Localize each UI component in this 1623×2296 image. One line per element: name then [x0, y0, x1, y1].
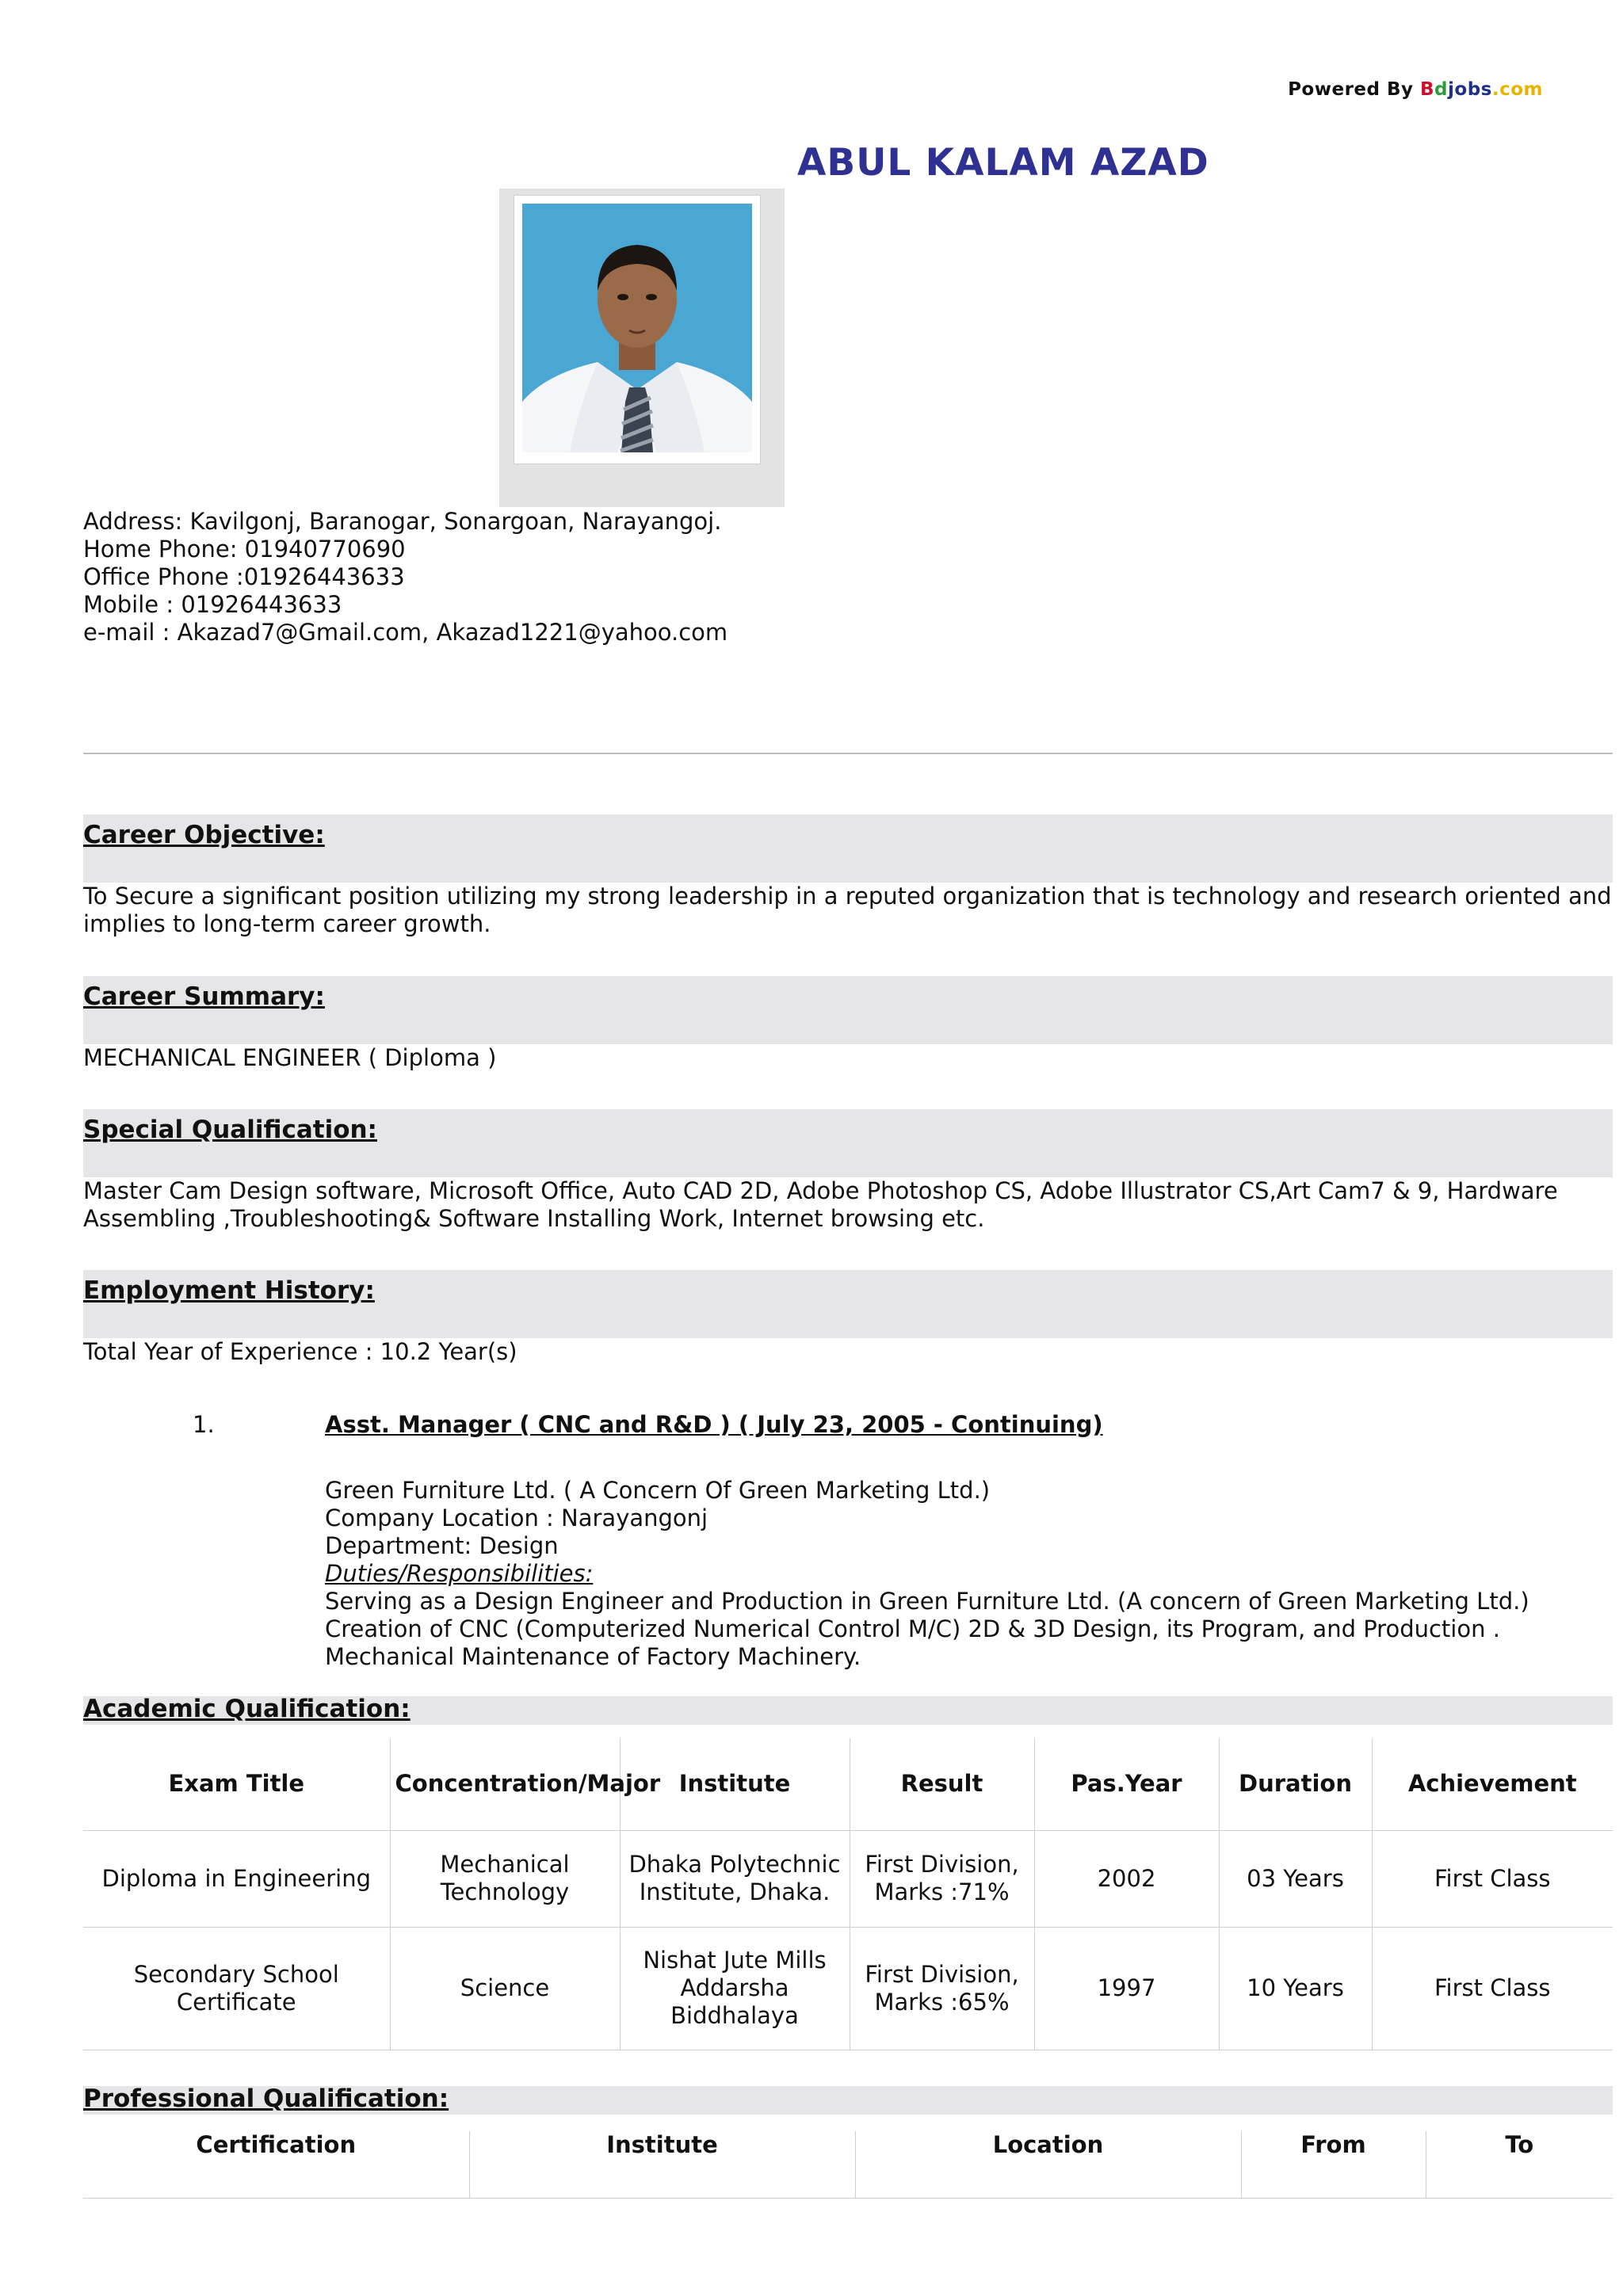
duty-item: Mechanical Maintenance of Factory Machinery.	[325, 1643, 861, 1670]
job-number: 1.	[193, 1411, 215, 1438]
column-header: Exam Title	[83, 1738, 390, 1830]
header-divider	[83, 753, 1613, 754]
table-cell: Mechanical Technology	[390, 1830, 620, 1927]
column-header: Achievement	[1372, 1738, 1613, 1830]
bdjobs-logo-jobs: jobs	[1448, 79, 1492, 100]
professional-table	[83, 2131, 1613, 2199]
powered-by-bdjobs[interactable]	[1288, 79, 1543, 100]
column-header: Institute	[620, 1738, 850, 1830]
academic-qualification-heading	[83, 1696, 1613, 1725]
table-cell: 1997	[1034, 1927, 1219, 2050]
professional-qualification-heading	[83, 2086, 1613, 2115]
email-line: e-mail : Akazad7@Gmail.com, Akazad1221@yahoo.com	[83, 619, 728, 646]
job-department: Department: Design	[325, 1532, 559, 1559]
table-row	[83, 1927, 1613, 2050]
career-summary-text: MECHANICAL ENGINEER ( Diploma )	[83, 1044, 497, 1071]
career-summary-heading	[83, 976, 1613, 1044]
home-phone-line: Home Phone: 01940770690	[83, 536, 406, 563]
candidate-photo	[514, 195, 761, 464]
section-title: Career Summary:	[83, 982, 325, 1011]
bdjobs-logo-b: B	[1420, 79, 1435, 100]
office-phone-line: Office Phone :01926443633	[83, 563, 405, 590]
job-title: Asst. Manager ( CNC and R&D ) ( July 23, 2005 - Continuing)	[325, 1411, 1103, 1438]
column-header: To	[1426, 2131, 1613, 2198]
column-header: Certification	[83, 2131, 469, 2198]
address-line: Address: Kavilgonj, Baranogar, Sonargoan, Narayangoj.	[83, 508, 722, 535]
bdjobs-logo-com: .com	[1491, 79, 1543, 100]
table-header-row	[83, 1738, 1613, 1830]
career-objective-heading	[83, 814, 1613, 883]
table-cell: First Division, Marks :71%	[850, 1830, 1034, 1927]
table-cell: First Division, Marks :65%	[850, 1927, 1034, 2050]
portrait-image	[522, 204, 752, 452]
column-header: Institute	[469, 2131, 855, 2198]
table-cell: Dhaka Polytechnic Institute, Dhaka.	[620, 1830, 850, 1927]
special-qualification-text: Master Cam Design software, Microsoft Office, Auto CAD 2D, Adobe Photoshop CS, Adobe Illustrator CS,Art Cam7 & 9, Hardware Assembling ,Troubleshooting& Software Installing Work, Internet browsing etc.	[83, 1177, 1558, 1232]
table-header-row	[83, 2131, 1613, 2198]
table-cell: Secondary School Certificate	[83, 1927, 390, 2050]
column-header: Duration	[1219, 1738, 1372, 1830]
section-title: Academic Qualification:	[83, 1695, 411, 1723]
total-experience: Total Year of Experience : 10.2 Year(s)	[83, 1338, 517, 1365]
column-header: From	[1241, 2131, 1426, 2198]
job-company: Green Furniture Ltd. ( A Concern Of Green Marketing Ltd.)	[325, 1477, 991, 1504]
table-cell: 2002	[1034, 1830, 1219, 1927]
table-row	[83, 1830, 1613, 1927]
column-header: Concentration/Major	[390, 1738, 620, 1830]
table-cell: Nishat Jute Mills Addarsha Biddhalaya	[620, 1927, 850, 2050]
employment-history-heading	[83, 1270, 1613, 1338]
section-title: Professional Qualification:	[83, 2084, 449, 2113]
column-header: Location	[855, 2131, 1241, 2198]
job-location: Company Location : Narayangonj	[325, 1505, 708, 1531]
column-header: Result	[850, 1738, 1034, 1830]
academic-table	[83, 1738, 1613, 2050]
table-cell: 03 Years	[1219, 1830, 1372, 1927]
candidate-name: ABUL KALAM AZAD	[797, 141, 1209, 185]
section-title: Career Objective:	[83, 821, 325, 849]
job-details	[325, 1477, 1529, 1671]
photo-frame	[499, 189, 785, 507]
section-title: Employment History:	[83, 1276, 375, 1305]
table-cell: Diploma in Engineering	[83, 1830, 390, 1927]
table-cell: 10 Years	[1219, 1927, 1372, 2050]
contact-block	[83, 508, 727, 646]
duties-label: Duties/Responsibilities:	[325, 1560, 594, 1587]
duty-item: Creation of CNC (Computerized Numerical Control M/C) 2D & 3D Design, its Program, and Production .	[325, 1615, 1500, 1642]
column-header: Pas.Year	[1034, 1738, 1219, 1830]
duty-item: Serving as a Design Engineer and Production in Green Furniture Ltd. (A concern of Green Marketing Ltd.)	[325, 1588, 1529, 1615]
bdjobs-logo-d: d	[1434, 79, 1449, 100]
mobile-line: Mobile : 01926443633	[83, 591, 342, 618]
section-title: Special Qualification:	[83, 1116, 377, 1144]
table-cell: Science	[390, 1927, 620, 2050]
special-qualification-heading	[83, 1109, 1613, 1177]
career-objective-text: To Secure a significant position utilizing my strong leadership in a reputed organization that is technology and research oriented and implies to long-term career growth.	[83, 883, 1612, 937]
table-cell: First Class	[1372, 1830, 1613, 1927]
powered-by-label: Powered By	[1288, 79, 1421, 100]
table-cell: First Class	[1372, 1927, 1613, 2050]
